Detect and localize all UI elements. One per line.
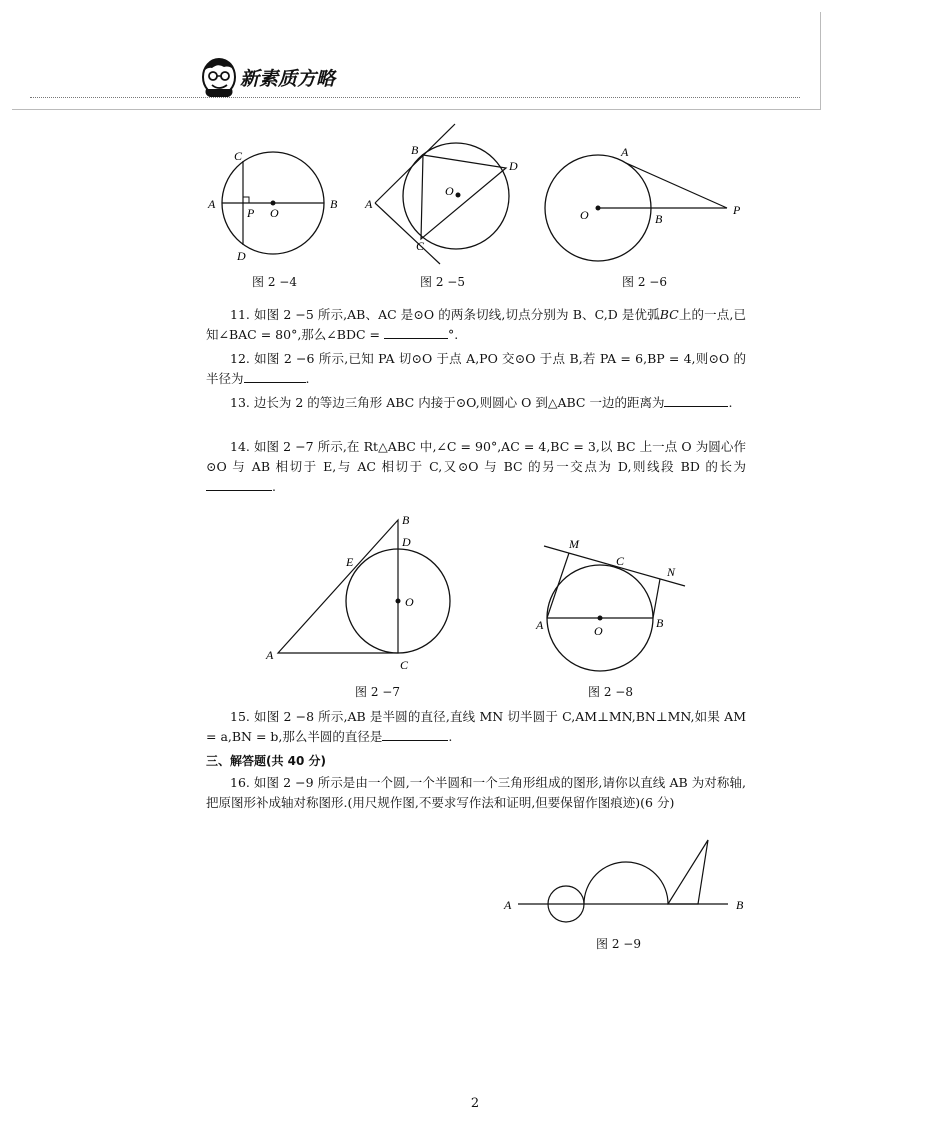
caption-2-4: 图 2 −4 <box>252 275 297 289</box>
header-dotted-rule <box>30 97 800 98</box>
f25-label-b: B <box>411 143 419 157</box>
f28-label-a: A <box>536 618 544 632</box>
f27-label-e: E <box>346 555 354 569</box>
figure-2-9 <box>500 832 760 942</box>
f26-label-o: O <box>580 208 589 222</box>
f25-label-o: O <box>445 184 454 198</box>
figure-2-7 <box>262 510 432 675</box>
caption-2-5: 图 2 −5 <box>420 275 465 289</box>
brand-title: 新素质方略 <box>240 68 336 90</box>
f26-label-a: A <box>621 145 629 159</box>
f28-center-dot <box>598 616 603 621</box>
f28-segment-bn <box>653 579 660 618</box>
q13-text-a: 13. 边长为 2 的等边三角形 ABC 内接于⊙O,则圆心 O 到△ABC 一边的距离为 <box>230 395 665 410</box>
question-11 <box>206 305 746 345</box>
figure-2-4 <box>200 148 360 268</box>
f26-tangent-pa <box>626 163 727 208</box>
f27-label-a: A <box>266 648 274 662</box>
f25-label-c: C <box>416 239 425 253</box>
f25-center-dot <box>456 193 461 198</box>
f24-label-p: P <box>247 206 255 220</box>
frame-top-line <box>820 12 821 110</box>
f27-label-d: D <box>402 535 411 549</box>
q11-text-c: °. <box>447 327 459 342</box>
q11-arc-bc: BC <box>659 307 679 322</box>
f24-label-b: B <box>330 197 338 211</box>
q15-text-a: 15. 如图 2 −8 所示,AB 是半圆的直径,直线 MN 切半圆于 C,AM⊥MN,BN⊥MN,如果 AM = a,BN = b,那么半圆的直径是 <box>206 709 746 744</box>
mascot-logo-icon <box>200 55 240 99</box>
f25-tangent-ac <box>375 203 440 264</box>
f29-label-a: A <box>504 898 512 912</box>
q14-text-a: 14. 如图 2 −7 所示,在 Rt△ABC 中,∠C = 90°,AC = 4,BC = 3,以 BC 上一点 O 为圆心作⊙O 与 AB 相切于 E,与 AC 相切于 C,又⊙O 与 BC 的另一交点为 D,则线段 BD 的长为 <box>206 439 746 474</box>
figure-2-5 <box>360 122 530 267</box>
f28-segment-am <box>547 553 569 618</box>
f26-label-b: B <box>655 212 663 226</box>
f25-label-a: A <box>365 197 373 211</box>
q13-text-b: . <box>728 395 733 410</box>
q14-answer-blank[interactable] <box>206 477 272 491</box>
f25-label-d: D <box>509 159 518 173</box>
q15-answer-blank[interactable] <box>382 727 448 741</box>
f26-label-p: P <box>733 203 741 217</box>
q15-text-b: . <box>448 729 453 744</box>
q11-answer-blank[interactable] <box>384 325 448 339</box>
f24-label-c: C <box>234 149 243 163</box>
caption-2-7: 图 2 −7 <box>355 685 400 699</box>
frame-header-rule <box>12 109 821 110</box>
f28-label-m: M <box>569 537 579 551</box>
question-14 <box>206 437 746 497</box>
question-12 <box>206 349 746 389</box>
figure-2-8 <box>530 535 690 675</box>
f27-center-dot <box>396 599 401 604</box>
f27-label-o: O <box>405 595 414 609</box>
q11-text-b: 上的一点,已知∠BAC = 80°,那么∠BDC = <box>206 307 746 342</box>
f29-semicircle <box>584 862 668 904</box>
f28-label-o: O <box>594 624 603 638</box>
f28-label-b: B <box>656 616 664 630</box>
caption-2-6: 图 2 −6 <box>622 275 667 289</box>
q13-answer-blank[interactable] <box>664 393 728 407</box>
q14-text-b: . <box>272 479 276 494</box>
section-3-heading: 三、解答题(共 40 分) <box>206 754 327 768</box>
f24-label-a: A <box>208 197 216 211</box>
question-16 <box>206 773 746 813</box>
f29-triangle <box>668 840 708 904</box>
f27-label-b: B <box>402 513 410 527</box>
f27-triangle-abc <box>278 520 398 653</box>
question-13 <box>206 393 746 413</box>
f25-tangent-ab <box>375 124 455 203</box>
f28-label-c: C <box>616 554 625 568</box>
page-number: 2 <box>470 1096 480 1111</box>
f28-label-n: N <box>667 565 676 579</box>
q11-text-a: 11. 如图 2 −5 所示,AB、AC 是⊙O 的两条切线,切点分别为 B、C,D 是优弧 <box>230 307 660 322</box>
q12-answer-blank[interactable] <box>244 369 306 383</box>
f27-label-c: C <box>400 658 409 672</box>
f29-label-b: B <box>736 898 744 912</box>
caption-2-9: 图 2 −9 <box>596 937 641 951</box>
f24-right-angle-mark <box>243 197 249 203</box>
f24-label-d: D <box>237 249 246 263</box>
q12-text-a: 12. 如图 2 −6 所示,已知 PA 切⊙O 于点 A,PO 交⊙O 于点 B,若 PA = 6,BP = 4,则⊙O 的半径为 <box>206 351 746 386</box>
f24-label-o: O <box>270 206 279 220</box>
f25-triangle-bcd <box>421 155 506 239</box>
f24-center-dot <box>271 201 276 206</box>
q16-text: 16. 如图 2 −9 所示是由一个圆,一个半圆和一个三角形组成的图形,请你以直线 AB 为对称轴,把原图形补成轴对称图形.(用尺规作图,不要求写作法和证明,但要保留作图痕迹)(6 分) <box>206 775 746 810</box>
f26-center-dot <box>596 206 601 211</box>
q12-text-b: . <box>305 371 310 386</box>
figure-2-6 <box>540 145 750 270</box>
caption-2-8: 图 2 −8 <box>588 685 633 699</box>
question-15 <box>206 707 746 747</box>
